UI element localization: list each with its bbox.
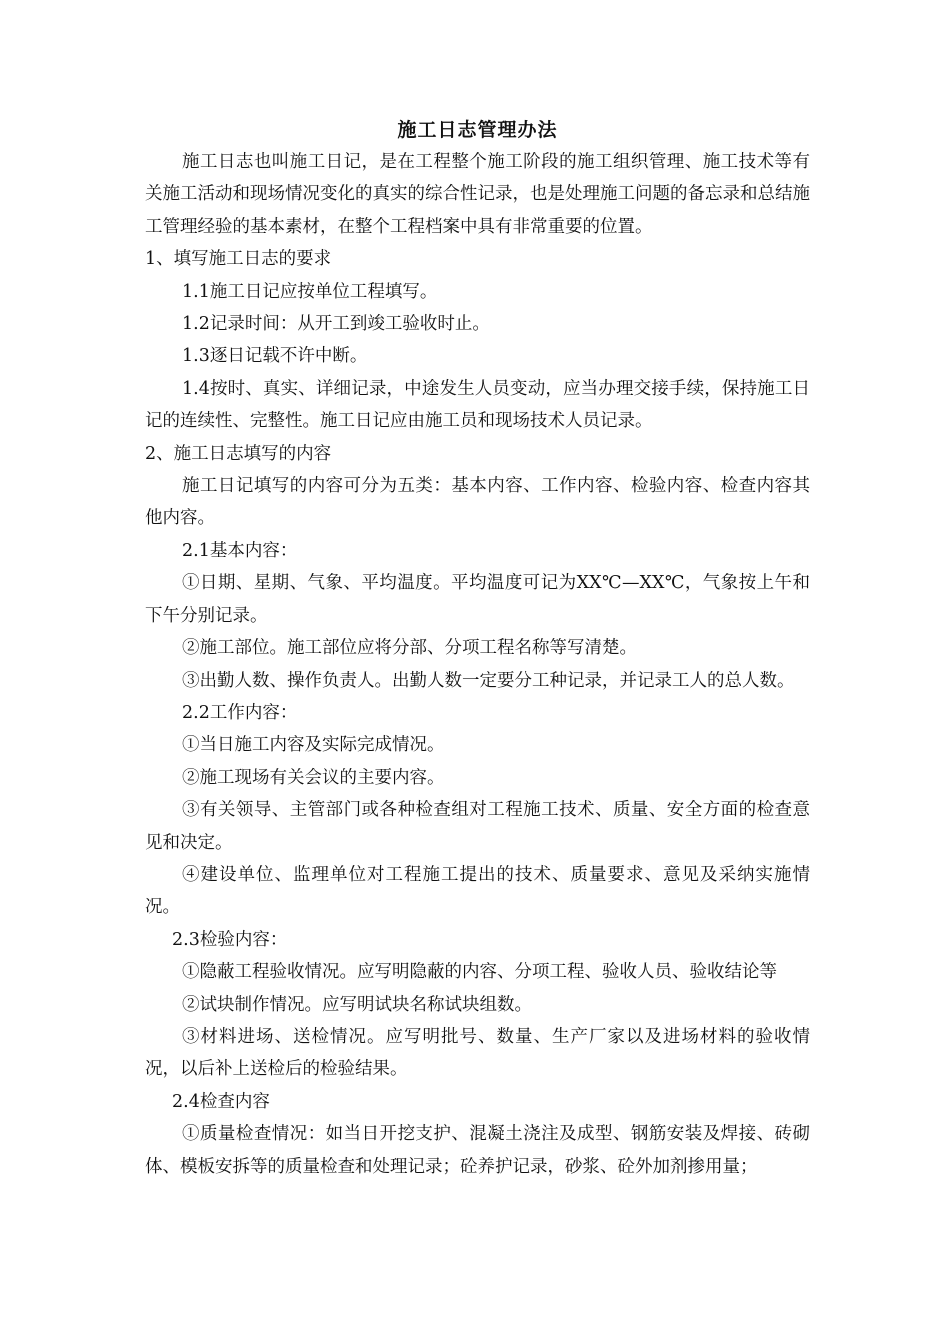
subsection-2-3-item: ①隐蔽工程验收情况。应写明隐蔽的内容、分项工程、验收人员、验收结论等 xyxy=(182,962,777,983)
subsection-2-1-item: ③出勤人数、操作负责人。出勤人数一定要分工种记录，并记录工人的总人数。 xyxy=(182,670,795,691)
section-1-item: 1.2记录时间：从开工到竣工验收时止。 xyxy=(182,314,490,335)
section-2-intro: 施工日记填写的内容可分为五类：基本内容、工作内容、检验内容、检查内容其他内容。 xyxy=(145,476,810,529)
section-1-item: 1.1施工日记应按单位工程填写。 xyxy=(182,281,438,302)
subsection-2-1-heading: 2.1基本内容： xyxy=(182,540,298,561)
subsection-2-1-item: ②施工部位。施工部位应将分部、分项工程名称等写清楚。 xyxy=(182,638,637,659)
subsection-2-3-heading: 2.3检验内容： xyxy=(172,929,288,950)
subsection-2-2-item: ②施工现场有关会议的主要内容。 xyxy=(182,767,445,788)
section-1-heading: 1、填写施工日志的要求 xyxy=(145,249,332,270)
document-page xyxy=(145,116,810,1183)
subsection-2-3-item: ③材料进场、送检情况。应写明批号、数量、生产厂家以及进场材料的验收情况，以后补上送检后的检验结果。 xyxy=(145,1026,810,1080)
intro-paragraph: 施工日志也叫施工日记，是在工程整个施工阶段的施工组织管理、施工技术等有关施工活动和现场情况变化的真实的综合性记录，也是处理施工问题的备忘录和总结施工管理经验的基本素材，在整个工程档案中具有非常重要的位置。 xyxy=(145,152,810,237)
subsection-2-2-heading: 2.2工作内容： xyxy=(182,702,298,723)
subsection-2-1-item: ①日期、星期、气象、平均温度。平均温度可记为XX℃—XX℃，气象按上午和下午分别记录。 xyxy=(145,573,810,626)
subsection-2-4-item: ①质量检查情况：如当日开挖支护、混凝土浇注及成型、钢筋安装及焊接、砖砌体、模板安拆等的质量检查和处理记录；砼养护记录，砂浆、砼外加剂掺用量； xyxy=(145,1124,810,1177)
subsection-2-3-item: ②试块制作情况。应写明试块名称试块组数。 xyxy=(182,994,532,1015)
document-title: 施工日志管理办法 xyxy=(397,119,558,141)
section-1-item: 1.3逐日记载不许中断。 xyxy=(182,346,368,367)
subsection-2-2-item: ③有关领导、主管部门或各种检查组对工程施工技术、质量、安全方面的检查意见和决定。 xyxy=(145,800,810,853)
section-2-heading: 2、施工日志填写的内容 xyxy=(145,443,332,464)
subsection-2-2-item: ①当日施工内容及实际完成情况。 xyxy=(182,735,445,756)
subsection-2-2-item: ④建设单位、监理单位对工程施工提出的技术、质量要求、意见及采纳实施情况。 xyxy=(145,864,810,918)
subsection-2-4-heading: 2.4检查内容 xyxy=(172,1091,270,1112)
section-1-item: 1.4按时、真实、详细记录，中途发生人员变动，应当办理交接手续，保持施工日记的连续性、完整性。施工日记应由施工员和现场技术人员记录。 xyxy=(145,378,810,432)
